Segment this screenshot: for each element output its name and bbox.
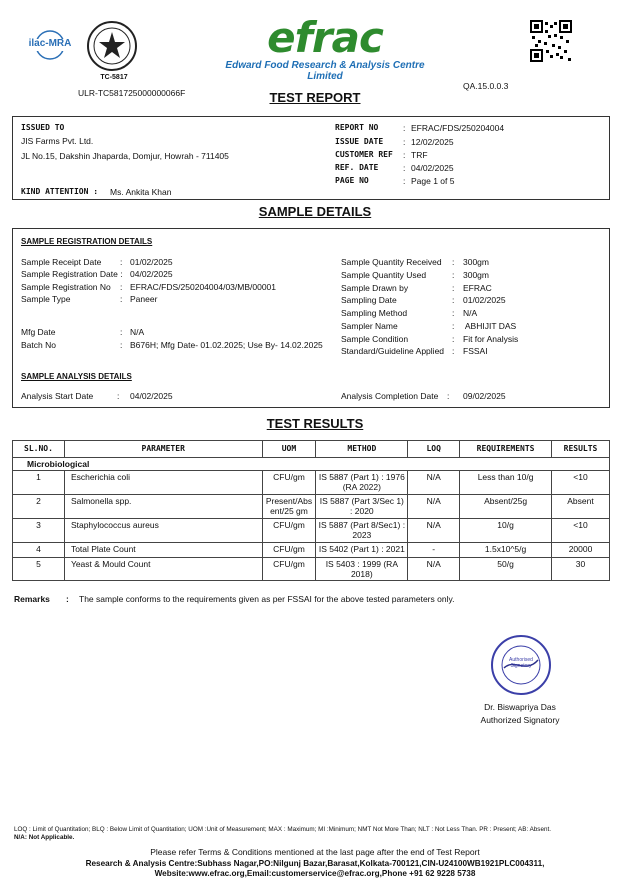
colon: : [120, 294, 123, 304]
cell-requirements: 1.5x10^5/g [460, 543, 552, 558]
remarks-label: Remarks [14, 594, 50, 604]
group-label: Microbiological [13, 458, 610, 471]
footer-legend: LOQ : Limit of Quantitation; BLQ : Below Limit of Quantitation; UOM :Unit of Measurement; MAX : Maximum; MI :Minimum; NMT Not More Than; NLT : Not Less Than. PR : Present; AB: Absent. [14, 826, 551, 833]
cell-parameter: Staphylococcus aureus [64, 519, 262, 543]
cell-uom: Present/Absent/25 gm [262, 495, 316, 519]
colon: : [120, 327, 123, 337]
qr-code [530, 20, 572, 62]
cell-method: IS 5887 (Part 3/Sec 1) : 2020 [316, 495, 408, 519]
attention-value: Ms. Ankita Khan [110, 187, 172, 197]
cell-requirements: Absent/25g [460, 495, 552, 519]
table-row [13, 519, 610, 543]
cell-result: <10 [552, 471, 610, 495]
sampling-date-label: Sampling Date [341, 295, 397, 305]
tc-code: TC-5817 [100, 74, 128, 81]
attention-label: KIND ATTENTION : [21, 187, 99, 196]
report-no-label: REPORT NO [335, 123, 379, 132]
col-header-parameter: PARAMETER [64, 441, 262, 458]
col-header-slno: SL.NO. [13, 441, 65, 458]
signatory-title: Authorized Signatory [480, 715, 560, 725]
col-header-results: RESULTS [552, 441, 610, 458]
colon: : [447, 391, 450, 401]
footer-contact: Website:www.efrac.org,Email:customerservice@efrac.org,Phone +91 62 9228 5738 [154, 869, 476, 878]
report-title: TEST REPORT [269, 90, 361, 105]
cell-method: IS 5887 (Part 1) : 1976 (RA 2022) [316, 471, 408, 495]
colon: : [452, 308, 455, 318]
colon: : [117, 391, 120, 401]
customer-ref-value: TRF [411, 150, 428, 160]
analysis-end-value: 09/02/2025 [463, 391, 506, 401]
page-no-label: PAGE NO [335, 176, 369, 185]
efrac-brand: efrac [267, 13, 383, 62]
cell-parameter: Yeast & Mould Count [64, 558, 262, 581]
cell-result: <10 [552, 519, 610, 543]
analysis-heading: SAMPLE ANALYSIS DETAILS [21, 372, 132, 381]
col-header-loq: LOQ [408, 441, 460, 458]
results-table [12, 440, 610, 581]
sample-registration-no-value: EFRAC/FDS/250204004/03/MB/00001 [130, 282, 277, 292]
standard-value: FSSAI [463, 346, 488, 356]
qty-used-value: 300gm [463, 270, 489, 280]
report-no-value: EFRAC/FDS/250204004 [411, 123, 505, 133]
results-header-row [13, 441, 610, 458]
col-header-method: METHOD [316, 441, 408, 458]
cell-slno: 3 [13, 519, 65, 543]
colon: : [403, 150, 406, 160]
sample-receipt-date-value: 01/02/2025 [130, 257, 173, 267]
mfg-date-label: Mfg Date [21, 327, 56, 337]
qty-used-label: Sample Quantity Used [341, 270, 427, 280]
colon: : [120, 257, 123, 267]
ilac-mra-logo [22, 30, 78, 60]
cell-loq: N/A [408, 519, 460, 543]
standard-label: Standard/Guideline Applied [341, 346, 445, 356]
sample-condition-label: Sample Condition [341, 334, 409, 344]
group-row [13, 458, 610, 471]
cell-loq: N/A [408, 495, 460, 519]
cell-method: IS 5402 (Part 1) : 2021 [316, 543, 408, 558]
sample-registration-date-value: 04/02/2025 [130, 269, 173, 279]
remarks-text: The sample conforms to the requirements given as per FSSAI for the above tested parameters only. [79, 594, 455, 604]
cell-loq: - [408, 543, 460, 558]
certification-seal [86, 20, 138, 72]
ref-date-label: REF. DATE [335, 163, 379, 172]
cell-requirements: 50/g [460, 558, 552, 581]
table-row [13, 495, 610, 519]
test-results-title: TEST RESULTS [266, 416, 364, 431]
table-row [13, 471, 610, 495]
ref-date-value: 04/02/2025 [411, 163, 454, 173]
cell-uom: CFU/gm [262, 543, 316, 558]
sample-details-title: SAMPLE DETAILS [258, 204, 372, 219]
page-no-value: Page 1 of 5 [411, 176, 455, 186]
footer-address: Research & Analysis Centre:Subhass Nagar,PO:Nilgunj Bazar,Barasat,Kolkata-700121,CIN-U24100WB1921PLC004311, [85, 859, 545, 868]
mfg-date-value: N/A [130, 327, 145, 337]
colon: : [452, 283, 455, 293]
sample-type-value: Paneer [130, 294, 158, 304]
sample-condition-value: Fit for Analysis [463, 334, 519, 344]
cell-method: IS 5887 (Part 8/Sec1) : 2023 [316, 519, 408, 543]
analysis-end-label: Analysis Completion Date [341, 391, 439, 401]
colon: : [452, 295, 455, 305]
efrac-fullname: Edward Food Research & Analysis Centre Limited [225, 60, 425, 82]
sampling-method-label: Sampling Method [341, 308, 408, 318]
sample-registration-date-label: Sample Registration Date : [21, 269, 123, 279]
ilac-text: ilac-MRA [28, 38, 72, 49]
colon: : [403, 137, 406, 147]
batch-no-label: Batch No [21, 340, 56, 350]
cell-result: 30 [552, 558, 610, 581]
cell-slno: 4 [13, 543, 65, 558]
cell-method: IS 5403 : 1999 (RA 2018) [316, 558, 408, 581]
batch-no-value: B676H; Mfg Date- 01.02.2025; Use By- 14.02.2025 [130, 340, 323, 350]
qty-received-value: 300gm [463, 257, 489, 267]
cell-slno: 1 [13, 471, 65, 495]
colon: : [403, 123, 406, 133]
issue-date-label: ISSUE DATE [335, 137, 384, 146]
cell-uom: CFU/gm [262, 558, 316, 581]
cell-uom: CFU/gm [262, 471, 316, 495]
cell-result: Absent [552, 495, 610, 519]
ulr-number: ULR-TC581725000000066F [78, 88, 186, 98]
issued-to-label: ISSUED TO [21, 123, 65, 132]
drawn-by-value: EFRAC [463, 283, 492, 293]
colon: : [452, 270, 455, 280]
cell-loq: N/A [408, 558, 460, 581]
footer-terms: Please refer Terms & Conditions mentioned at the last page after the end of Test Report [150, 847, 480, 857]
sample-receipt-date-label: Sample Receipt Date [21, 257, 102, 267]
colon: : [452, 257, 455, 267]
colon: : [452, 321, 455, 331]
col-header-requirements: REQUIREMENTS [460, 441, 552, 458]
registration-heading: SAMPLE REGISTRATION DETAILS [21, 237, 153, 246]
sample-registration-no-label: Sample Registration No [21, 282, 111, 292]
drawn-by-label: Sample Drawn by [341, 283, 409, 293]
colon: : [120, 282, 123, 292]
colon: : [120, 340, 123, 350]
colon: : [452, 346, 455, 356]
signatory-name: Dr. Biswapriya Das [484, 702, 556, 712]
cell-parameter: Escherichia coli [64, 471, 262, 495]
signatory-stamp [490, 634, 552, 696]
col-header-uom: UOM [262, 441, 316, 458]
cell-requirements: 10/g [460, 519, 552, 543]
qty-received-label: Sample Quantity Received [341, 257, 442, 267]
sampling-date-value: 01/02/2025 [463, 295, 506, 305]
issue-date-value: 12/02/2025 [411, 137, 454, 147]
cell-result: 20000 [552, 543, 610, 558]
qa-code: QA.15.0.0.3 [463, 81, 509, 91]
company-address: JL No.15, Dakshin Jhaparda, Domjur, Howrah - 711405 [21, 151, 229, 161]
company-name: JIS Farms Pvt. Ltd. [21, 136, 94, 146]
table-row [13, 558, 610, 581]
stamp-text: Authorised Signatory [509, 657, 533, 669]
analysis-start-label: Analysis Start Date [21, 391, 94, 401]
sample-type-label: Sample Type [21, 294, 71, 304]
cell-uom: CFU/gm [262, 519, 316, 543]
colon: : [66, 594, 69, 604]
sample-details-box [12, 228, 610, 408]
cell-parameter: Total Plate Count [64, 543, 262, 558]
table-row [13, 543, 610, 558]
cell-slno: 5 [13, 558, 65, 581]
analysis-start-value: 04/02/2025 [130, 391, 173, 401]
cell-slno: 2 [13, 495, 65, 519]
sampling-method-value: N/A [463, 308, 478, 318]
cell-parameter: Salmonella spp. [64, 495, 262, 519]
customer-ref-label: CUSTOMER REF [335, 150, 393, 159]
footer-legend-na: N/A: Not Applicable. [14, 834, 75, 841]
colon: : [403, 176, 406, 186]
cell-requirements: Less than 10/g [460, 471, 552, 495]
efrac-logo [210, 13, 440, 82]
colon: : [452, 334, 455, 344]
sampler-name-value: ABHIJIT DAS [463, 321, 517, 331]
colon: : [403, 163, 406, 173]
cell-loq: N/A [408, 471, 460, 495]
sampler-name-label: Sampler Name [341, 321, 398, 331]
